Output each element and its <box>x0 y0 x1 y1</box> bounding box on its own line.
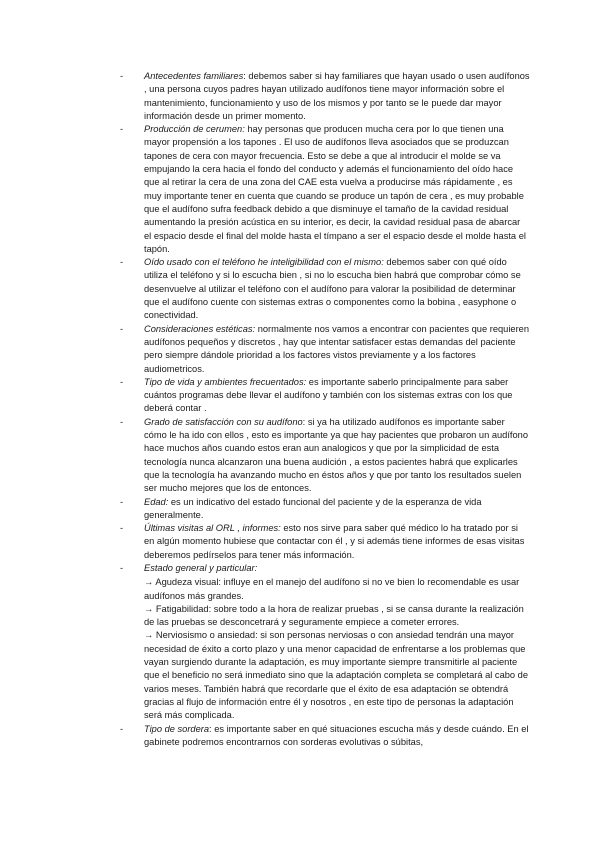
item-term: Edad: <box>144 496 169 507</box>
list-item <box>120 323 530 376</box>
item-text: : es importante saber en qué situaciones escucha más y desde cuándo. En el gabinete podremos encontrarnos con sorderas evolutivas o súbitas, <box>144 723 529 747</box>
bullet-dash: - <box>120 376 124 387</box>
bullet-dash: - <box>120 723 124 734</box>
bullet-dash: - <box>120 562 124 573</box>
list-item <box>120 416 530 496</box>
list-item <box>120 70 530 123</box>
item-term: Producción de cerumen: <box>144 124 245 135</box>
item-text: es un indicativo del estado funcional del paciente y de la esperanza de vida generalmente. <box>144 496 482 520</box>
list-item <box>120 256 530 322</box>
item-term: Antecedentes familiares <box>144 71 244 81</box>
item-text: es importante saberlo principalmente para saber cuántos programas debe llevar el audífono y también con los sistemas extras con los que deberá contar . <box>144 376 513 414</box>
sub-list-item: → Agudeza visual: influye en el manejo del audífono si no ve bien lo recomendable es usar audífonos más grandes. <box>144 577 520 601</box>
bullet-dash: - <box>120 257 124 268</box>
item-text: debemos saber con qué oído utiliza el teléfono y si lo escucha bien , si no lo escucha bien habrá que comprobar cómo se desenvuelve al utilizar el teléfono con el audífono para valorar la posibilidad de determinar que el audífono cuente con sistemas extras o componentes como la bobina , easyphone o conectividad. <box>144 257 521 321</box>
item-term: Tipo de sordera <box>144 723 210 734</box>
item-text: : debemos saber si hay familiares que hayan usado o usen audífonos , una persona cuyos padres hayan utilizado audífonos tiene mayor información sobre el mantenimiento, funcionamiento y uso de los mismos y por tanto se le puede dar mayor información desde un primer momento. <box>144 71 530 121</box>
list-item <box>120 723 530 750</box>
bullet-dash: - <box>120 323 124 334</box>
item-text: : si ya ha utilizado audífonos es importante saber cómo le ha ido con ellos , esto es importante ya que hay pacientes que probaron un audífono hace muchos años cuando estos eran aun analogicos y que por la simplicidad de esta tecnología nunca alcanzaron una buena audición , a estos pacientes habrá que explicarles que la tecnología ha avanzando mucho en éstos años y que por tanto los resultados suelen ser mucho mejores que los de entonces. <box>144 416 529 494</box>
criteria-list <box>120 70 530 749</box>
sub-list-item: → Fatigabilidad: sobre todo a la hora de realizar pruebas , si se cansa durante la realización de las pruebas se desconcetrará y seguramente empiece a cometer errores. <box>144 603 524 628</box>
list-item <box>120 123 530 256</box>
item-term: Oído usado con el teléfono he inteligibilidad con el mismo: <box>144 257 384 268</box>
bullet-dash: - <box>120 71 124 81</box>
list-item <box>120 496 530 523</box>
bullet-dash: - <box>120 496 124 507</box>
bullet-dash: - <box>120 124 124 135</box>
item-text: hay personas que producen mucha cera por lo que tienen una mayor propensión a los tapones . El uso de audífonos lleva asociados que se produzcan tapones de cera con mayor frecuencia. Esto se debe a que al introducir el molde se va empujando la cera hacia el fondo del conducto y además el funcionamiento del oído hace que al retirar la cera de una zona del CAE esta vuelva a producirse más rápidamente , es muy importante tener en cuenta que cuando se produce un tapón de cera , es muy probable que el audífono sufra feedback debido a que disminuye el tamaño de la cavidad residual aumentando la presión acústica en su interior, es decir, la cavidad residual pasa de abarcar el espacio desde el final del molde hasta el tímpano a ser el espacio desde el molde hasta el tapón. <box>144 124 526 254</box>
item-term: Estado general y particular: <box>144 562 258 573</box>
item-term: Tipo de vida y ambientes frecuentados: <box>144 376 307 387</box>
sub-list <box>144 576 530 722</box>
item-text: esto nos sirve para saber qué médico lo ha tratado por si en algún momento hubiese que contactar con él , y si además tiene informes de esas visitas deberemos pedírselos para tener más información. <box>144 523 525 560</box>
bullet-dash: - <box>120 523 124 534</box>
item-term: Grado de satisfacción con su audífono <box>144 416 303 427</box>
list-item <box>120 522 530 562</box>
bullet-dash: - <box>120 416 124 427</box>
list-item <box>120 376 530 416</box>
sub-list-item: → Nerviosismo o ansiedad: si son personas nerviosas o con ansiedad tendrán una mayor necesidad de éxito a corto plazo y una menor capacidad de enfrentarse a los problemas que vayan surgiendo durante la adaptación, es muy importante siempre transmitirle al paciente que el beneficio no será inmediato sino que la adaptación completa se completará al cabo de varios meses. También habrá que recordarle que el éxito de esa adaptación se obtendrá gracias al flujo de información entre él y nosotros , en este tipo de personas la adaptación será más complicada. <box>144 630 529 721</box>
item-term: Consideraciones estéticas: <box>144 323 256 334</box>
list-item <box>120 562 530 723</box>
item-term: Últimas visitas al ORL , informes: <box>144 523 281 534</box>
item-text: normalmente nos vamos a encontrar con pacientes que requieren audífonos pequeños y discretos , hay que intentar satisfacer estas demandas del paciente pero siempre dándole prioridad a los factores vistos previamente y a los factores audiometricos. <box>144 323 530 374</box>
